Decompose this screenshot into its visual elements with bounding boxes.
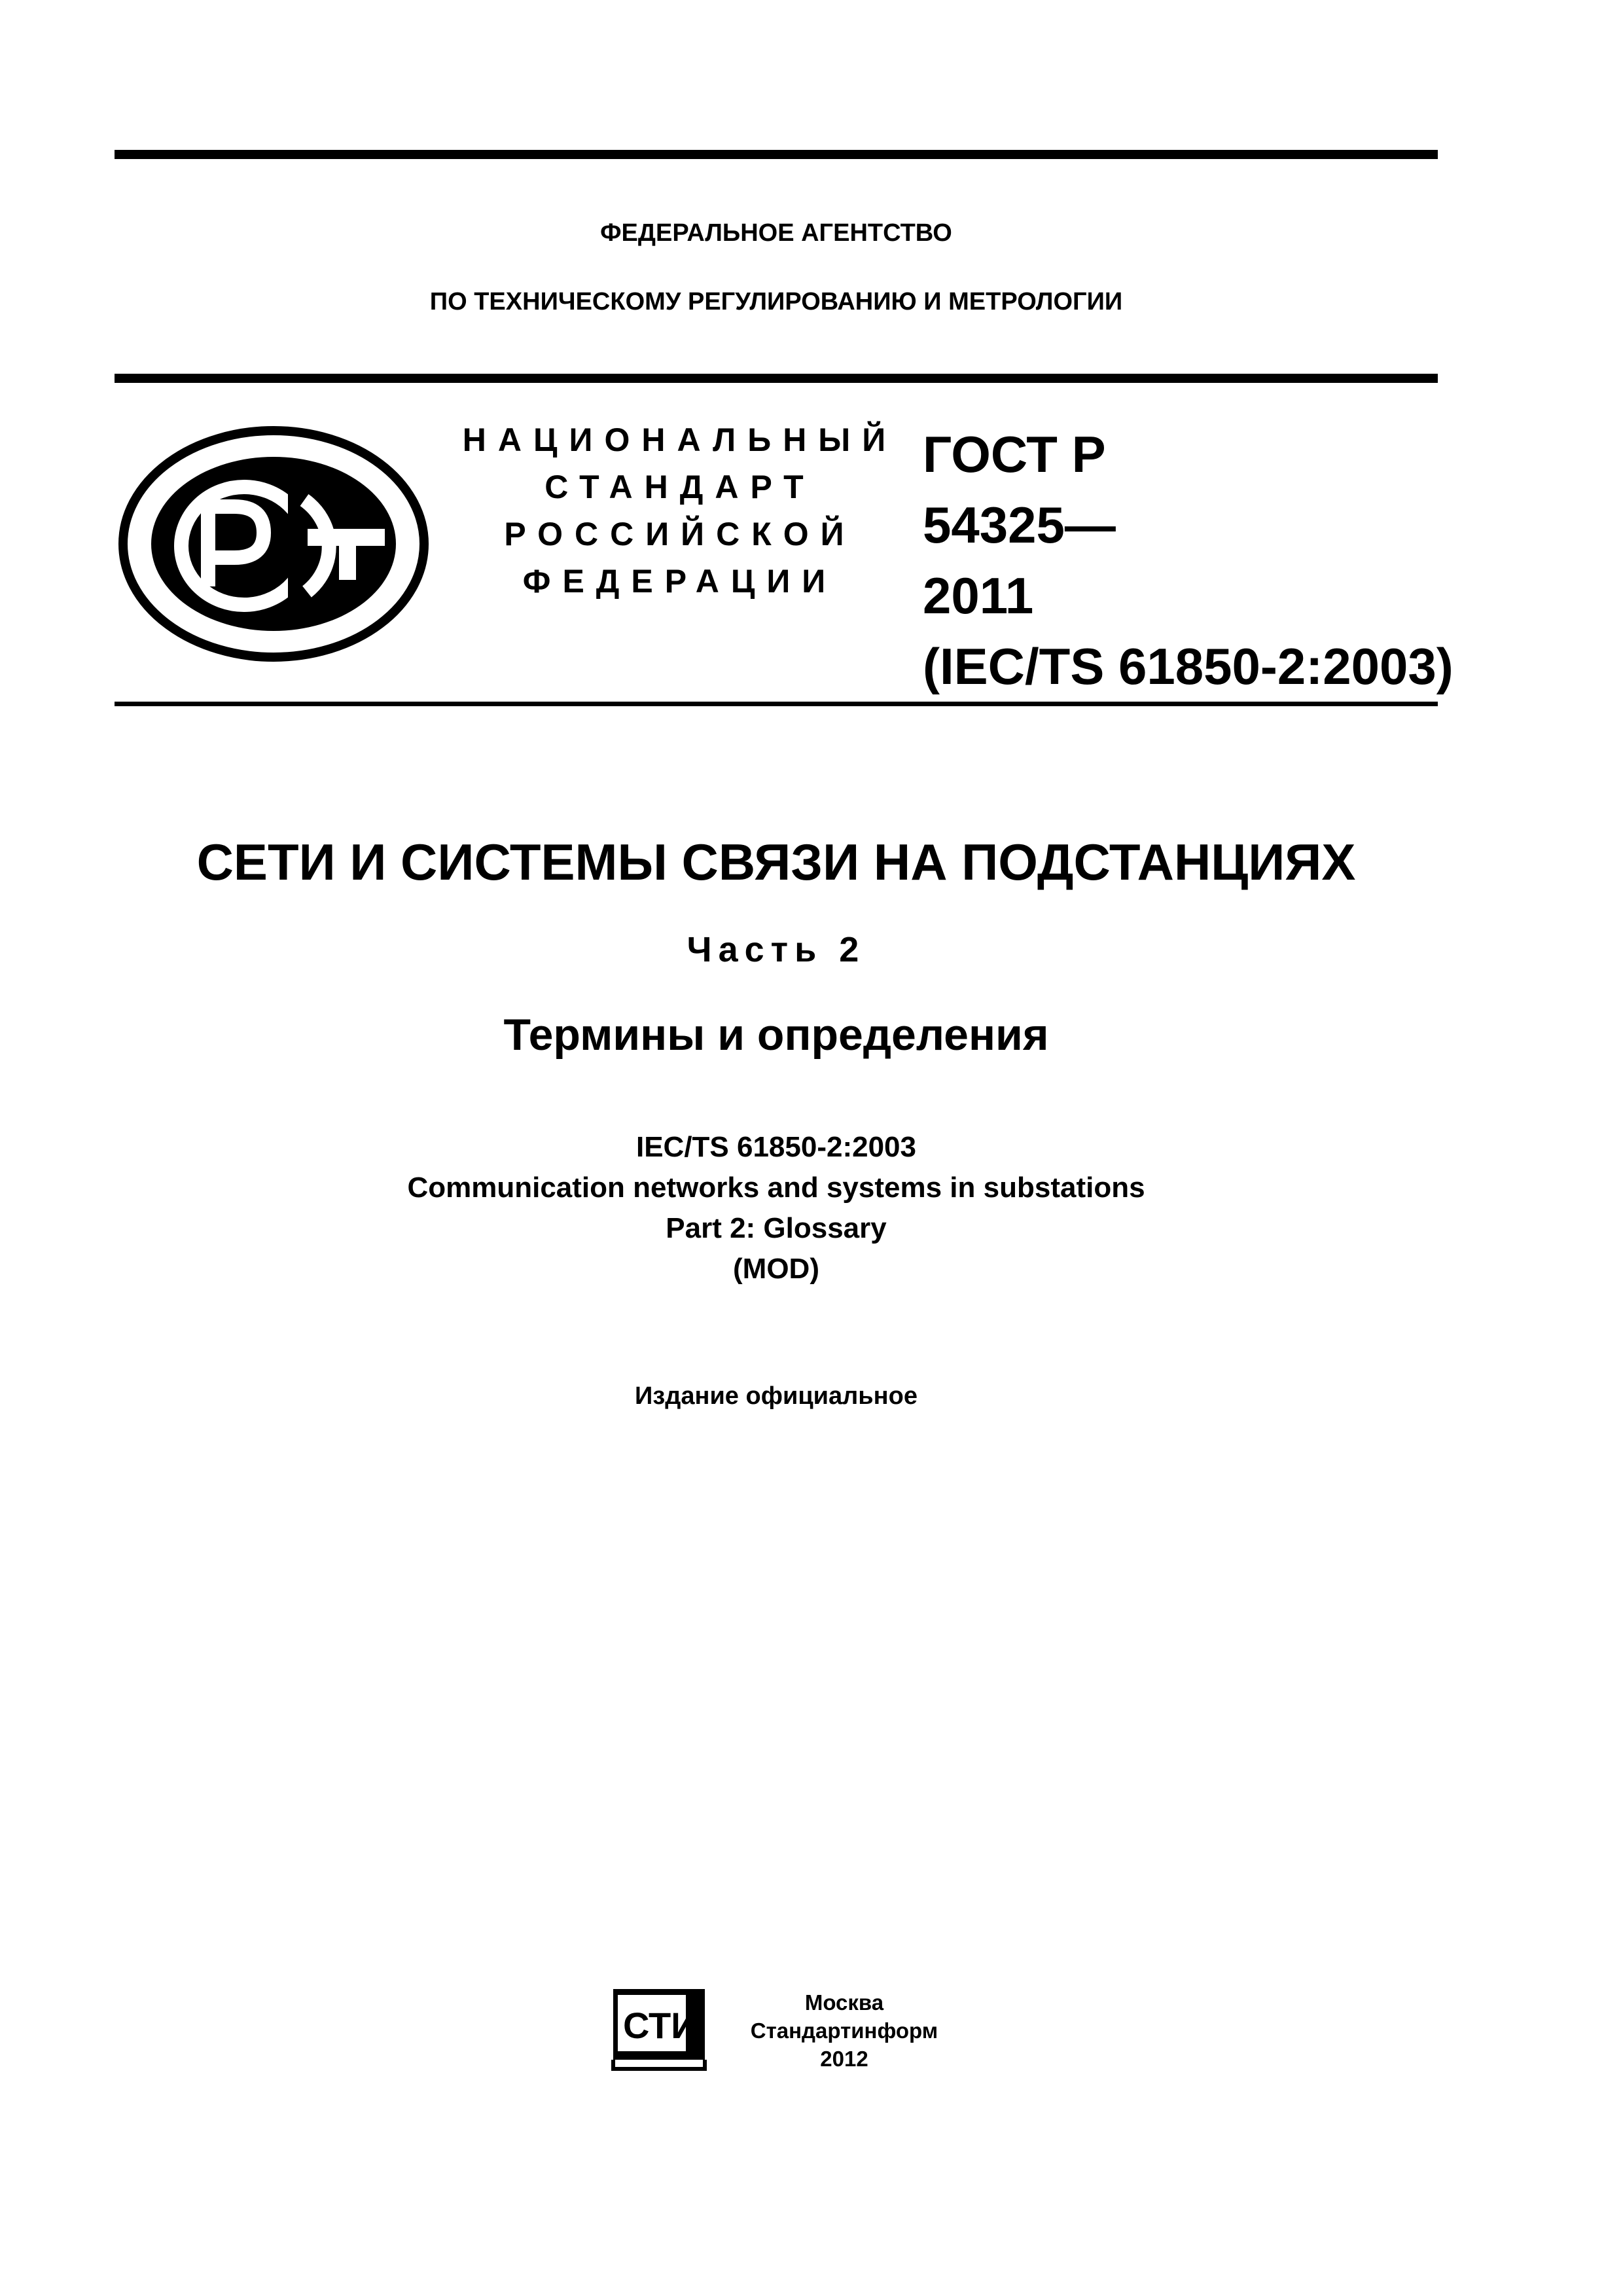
designation-line-4: (IEC/TS 61850-2:2003)	[923, 637, 1454, 695]
publisher-info	[733, 1988, 955, 2073]
international-line-2: Communication networks and systems in substations	[407, 1172, 1145, 1204]
international-reference	[115, 1127, 1438, 1289]
publisher-name: Стандартинформ	[750, 2018, 938, 2043]
national-standard-line-4: ФЕДЕРАЦИИ	[522, 563, 838, 600]
international-line-1: IEC/TS 61850-2:2003	[635, 1131, 917, 1163]
national-standard-line-3: РОССИЙСКОЙ	[504, 516, 856, 552]
document-subtitle: Термины и определения	[503, 1010, 1049, 1060]
designation-rule	[115, 702, 1438, 706]
agency-line-1: ФЕДЕРАЛЬНОЕ АГЕНТСТВО	[600, 219, 952, 247]
header-rule	[115, 374, 1438, 383]
svg-text:СТИ: СТИ	[623, 2005, 698, 2046]
international-line-3: Part 2: Glossary	[666, 1212, 887, 1244]
international-line-4: (MOD)	[733, 1253, 819, 1285]
designation-line-2: 54325—	[923, 496, 1116, 554]
publisher-year: 2012	[820, 2047, 868, 2071]
designation-line-3: 2011	[923, 567, 1034, 624]
top-rule	[115, 150, 1438, 159]
standard-designation	[923, 419, 1454, 702]
gost-r-logo-icon	[116, 423, 431, 665]
part-number: Часть 2	[687, 930, 866, 969]
edition-label: Издание официальное	[635, 1382, 918, 1410]
national-standard-label	[452, 416, 897, 605]
standartinform-logo-icon	[611, 1987, 708, 2072]
document-title: СЕТИ И СИСТЕМЫ СВЯЗИ НА ПОДСТАНЦИЯХ	[196, 833, 1356, 891]
agency-line-2: ПО ТЕХНИЧЕСКОМУ РЕГУЛИРОВАНИЮ И МЕТРОЛОГИИ	[429, 288, 1123, 315]
national-standard-line-1: НАЦИОНАЛЬНЫЙ	[462, 422, 898, 458]
national-standard-line-2: СТАНДАРТ	[544, 469, 815, 505]
designation-line-1: ГОСТ Р	[923, 425, 1106, 483]
publisher-city: Москва	[804, 1990, 884, 2015]
